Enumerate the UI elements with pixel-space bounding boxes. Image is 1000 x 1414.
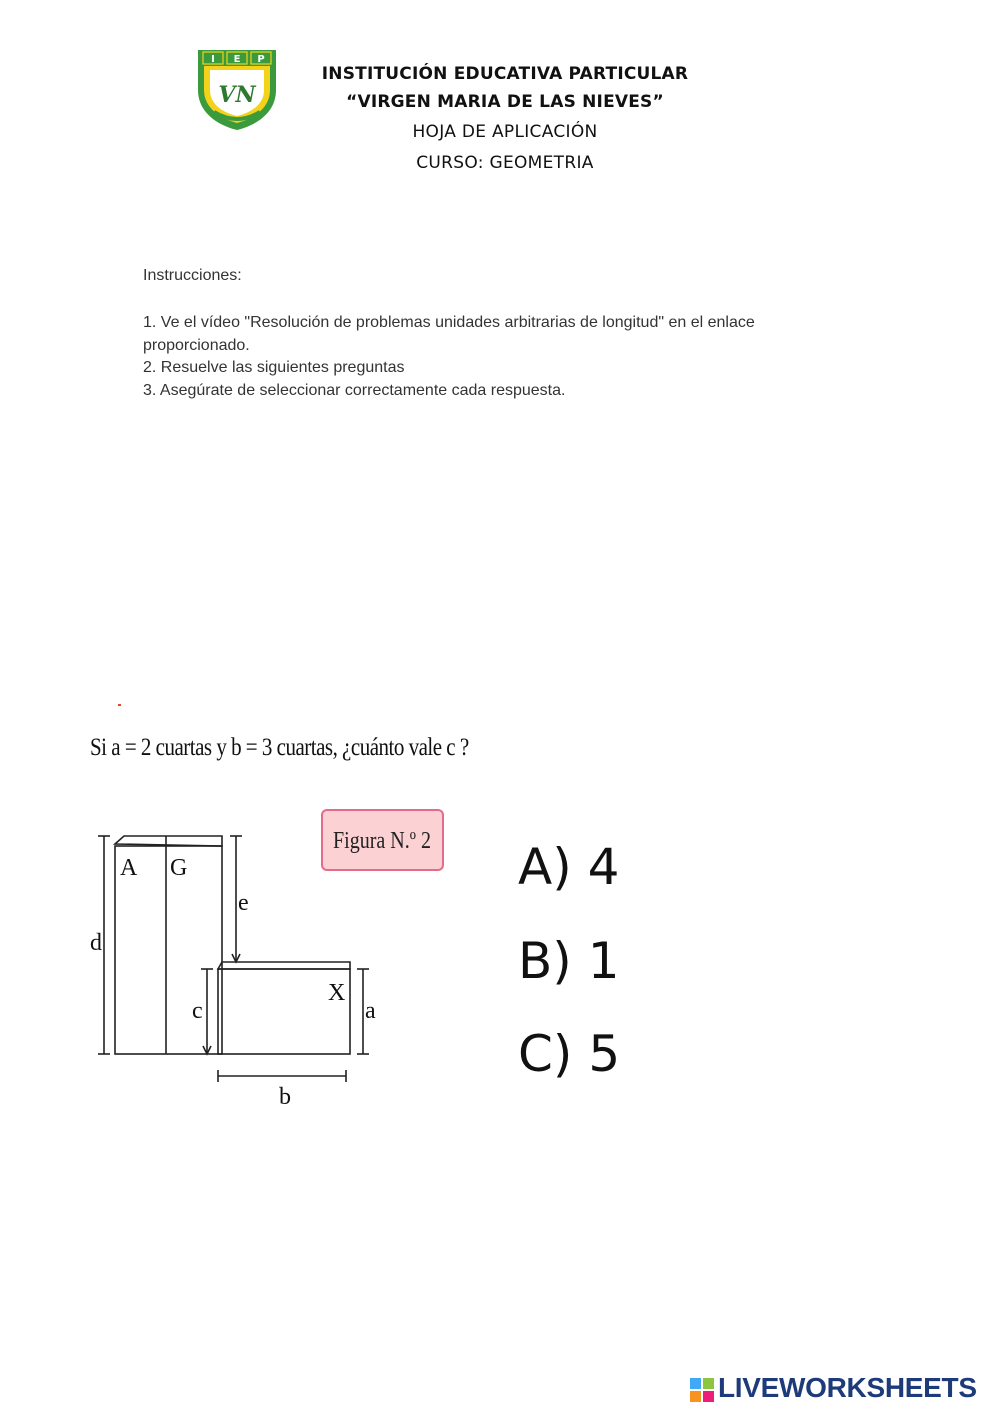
svg-text:I: I: [211, 54, 215, 65]
label-c: c: [192, 998, 203, 1024]
label-d: d: [90, 930, 102, 956]
label-b: b: [279, 1084, 291, 1110]
svg-text:P: P: [257, 54, 265, 65]
decorative-dot: [118, 704, 121, 706]
question-text: Si a = 2 cuartas y b = 3 cuartas, ¿cuánto vale c ?: [90, 734, 469, 761]
svg-text:VN: VN: [218, 82, 256, 108]
instruction-line: 1. Ve el vídeo "Resolución de problemas unidades arbitrarias de longitud" en el enlace: [143, 314, 755, 331]
label-G: G: [170, 855, 188, 881]
label-A: A: [120, 855, 138, 881]
short-block-top: [218, 962, 350, 969]
liveworksheets-watermark: [690, 1372, 990, 1408]
liveworksheets-icon: [690, 1378, 714, 1402]
institution-title: INSTITUCIÓN EDUCATIVA PARTICULAR: [321, 64, 689, 84]
geometry-figure: [80, 800, 460, 1120]
instruction-line: 2. Resuelve las siguientes preguntas: [143, 359, 405, 376]
tall-block-top: [115, 836, 222, 846]
figure-title: Figura N.º 2: [333, 828, 431, 854]
course-label: CURSO: GEOMETRIA: [416, 153, 594, 173]
svg-text:E: E: [233, 54, 241, 65]
answer-option-a[interactable]: A) 4: [518, 838, 620, 896]
label-e: e: [238, 890, 249, 916]
school-logo: [192, 44, 282, 132]
school-name: “VIRGEN MARIA DE LAS NIEVES”: [346, 92, 664, 112]
label-a: a: [365, 998, 376, 1024]
sheet-title: HOJA DE APLICACIÓN: [412, 122, 598, 142]
instruction-line: proporcionado.: [143, 337, 250, 354]
answer-option-b[interactable]: B) 1: [518, 932, 620, 990]
watermark-text: LIVEWORKSHEETS: [718, 1372, 977, 1403]
answer-option-c[interactable]: C) 5: [518, 1025, 621, 1083]
label-X: X: [328, 980, 346, 1006]
instructions-heading: Instrucciones:: [143, 267, 242, 284]
instruction-line: 3. Asegúrate de seleccionar correctamente cada respuesta.: [143, 382, 566, 399]
